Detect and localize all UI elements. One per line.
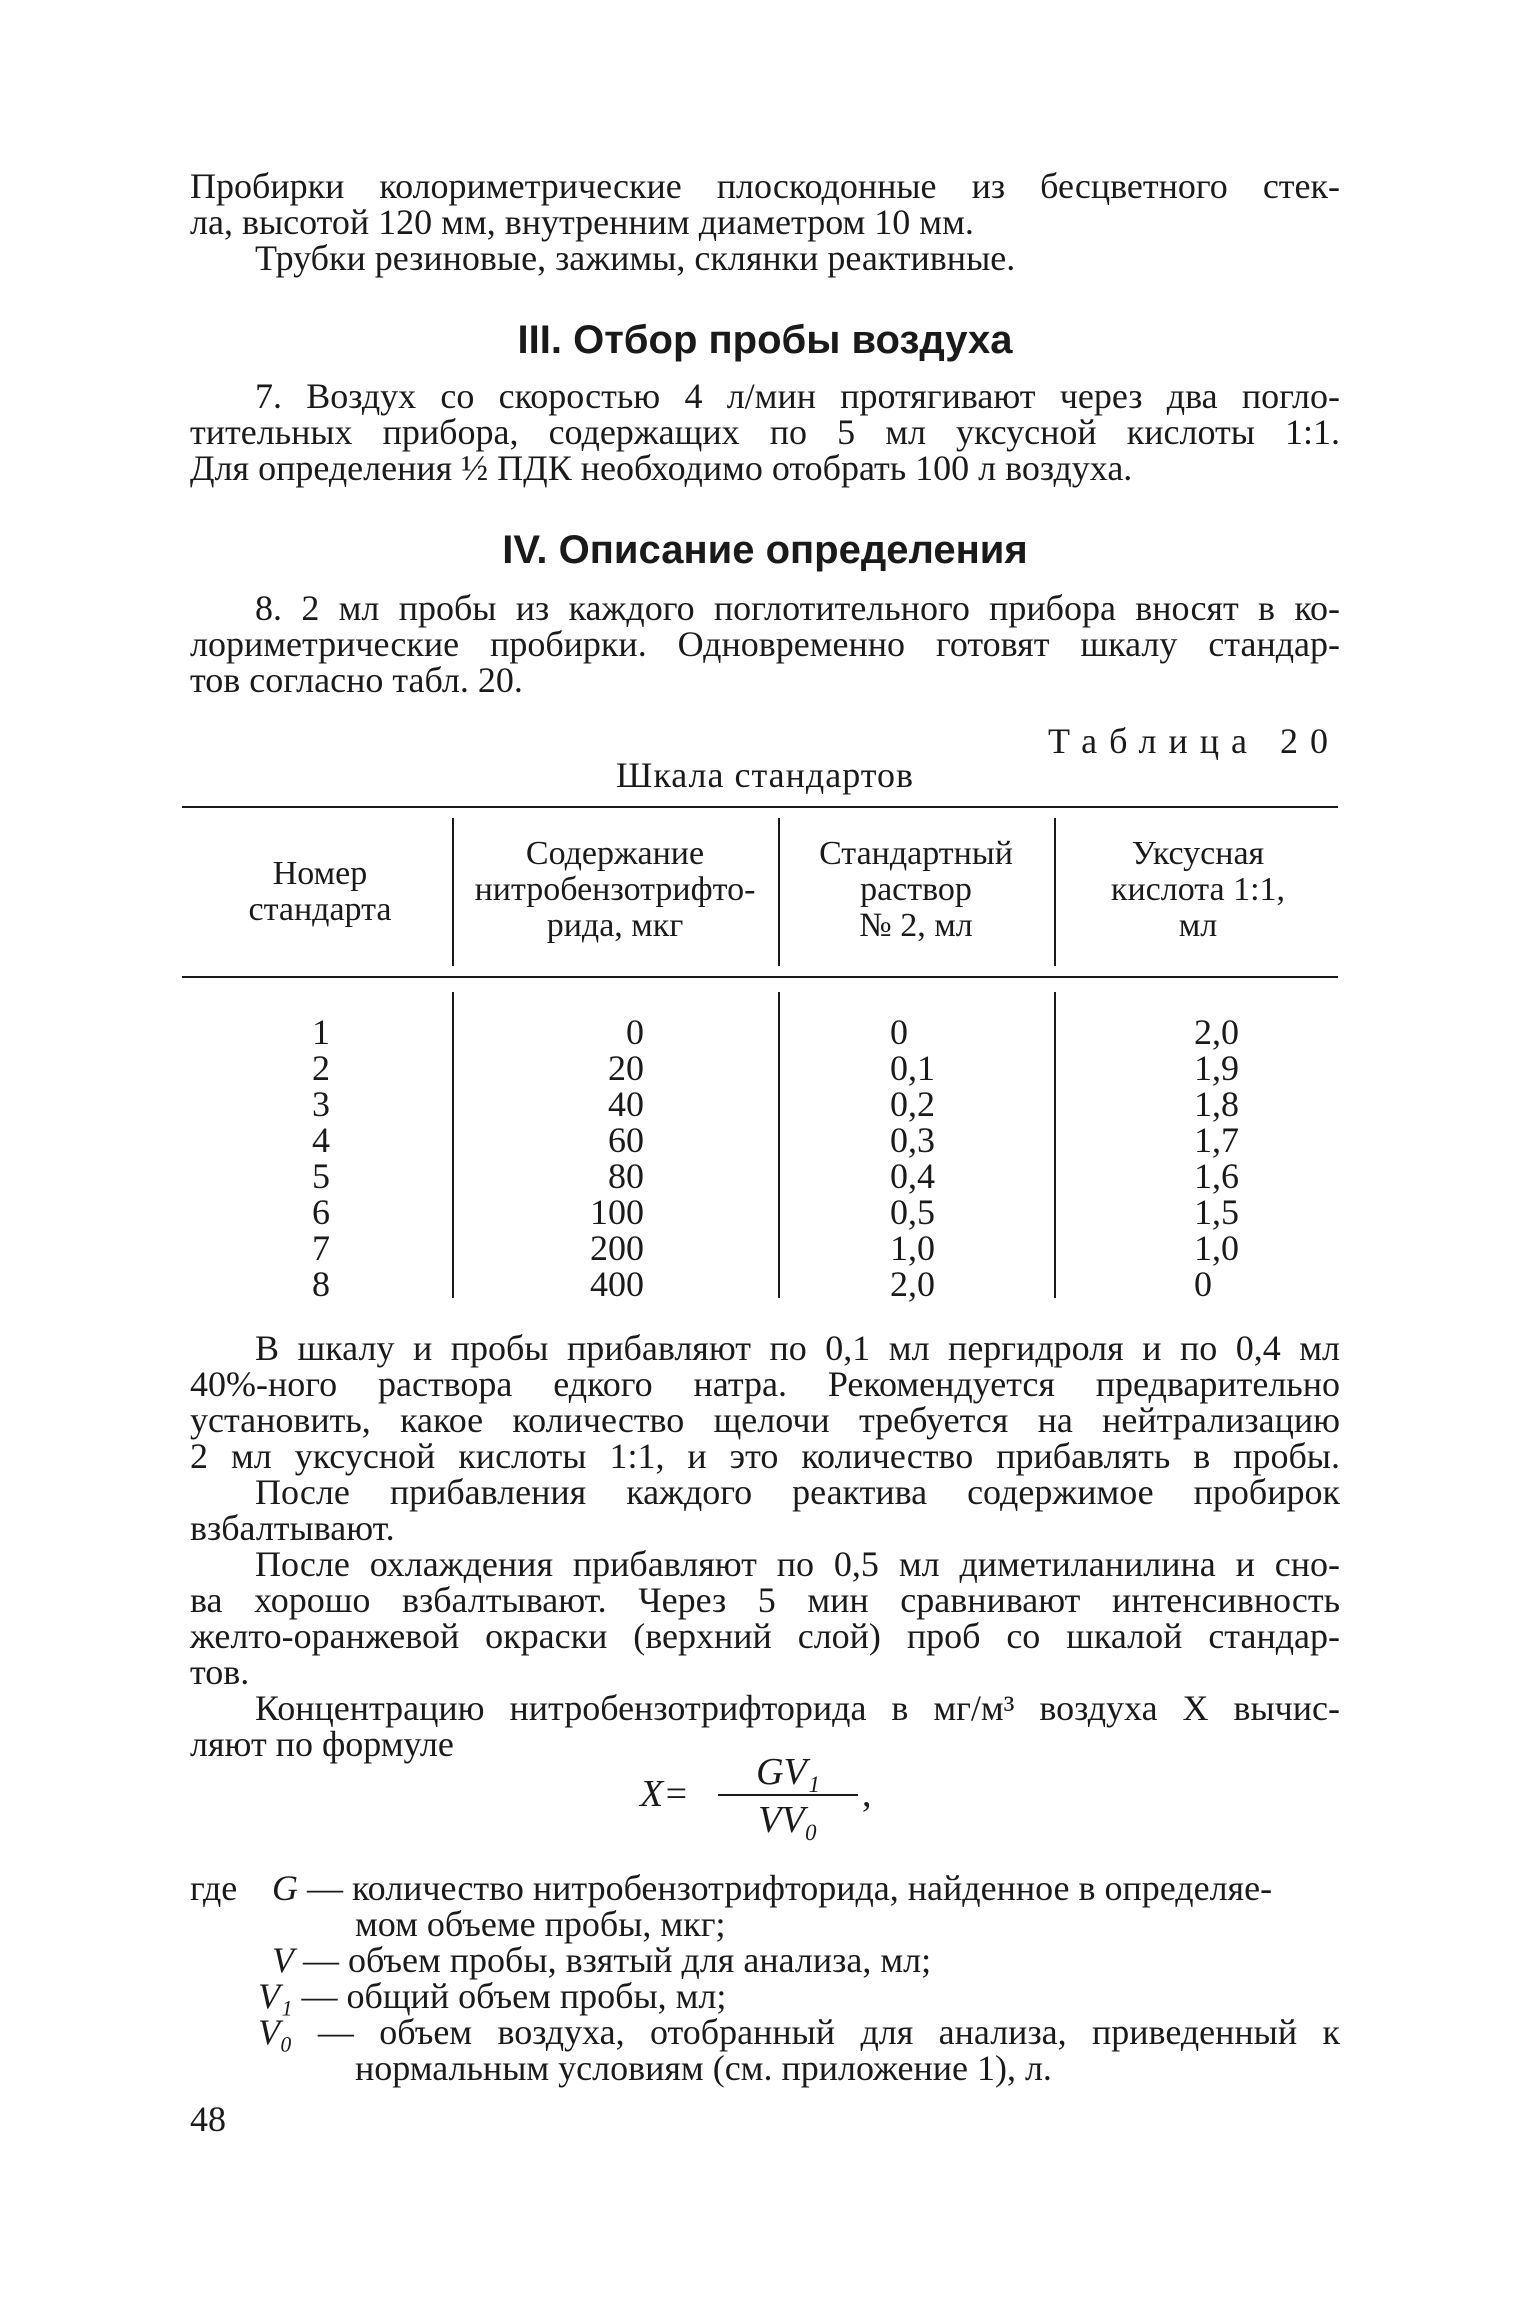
text-line: ва хорошо взбалтывают. Через 5 мин сравнивают интенсивность bbox=[190, 1580, 1340, 1620]
table-cell: 1,7 bbox=[1194, 1120, 1239, 1160]
table-cell: 2,0 bbox=[890, 1264, 935, 1304]
text-line: Концентрацию нитробензотрифторида в мг/м³ воздуха X вычис- bbox=[255, 1688, 1340, 1728]
legend-item-v0 bbox=[258, 2014, 1340, 2050]
table-cell: 0,1 bbox=[890, 1048, 935, 1088]
legend-item-g bbox=[272, 1870, 1340, 1906]
table-header-content bbox=[456, 836, 774, 944]
formula-lhs: X= bbox=[640, 1773, 689, 1815]
table-col-divider-2 bbox=[778, 818, 780, 966]
header-line: № 2, мл bbox=[859, 907, 973, 944]
legend-text: объем пробы, взятый для анализа, мл; bbox=[348, 1940, 932, 1980]
legend-symbol: G bbox=[272, 1868, 298, 1908]
formula bbox=[640, 1752, 900, 1842]
legend-text: количество нитробензотрифторида, найденное в определяе- bbox=[352, 1868, 1273, 1908]
text-line: Трубки резиновые, зажимы, склянки реактивные. bbox=[255, 238, 1016, 278]
legend-symbol: V₁ bbox=[258, 1976, 293, 2016]
table-cell: 0 bbox=[1194, 1264, 1212, 1304]
section-4-paragraph bbox=[190, 590, 1340, 698]
table-cell: 100 bbox=[590, 1192, 644, 1232]
formula-fraction bbox=[718, 1752, 858, 1840]
text-line: Для определения ½ ПДК необходимо отобрать 100 л воздуха. bbox=[190, 448, 1133, 488]
table-cell: 1,6 bbox=[1194, 1156, 1239, 1196]
table-cell: 1,0 bbox=[890, 1228, 935, 1268]
legend-item-g-cont: мом объеме пробы, мкг; bbox=[355, 1904, 726, 1944]
text-line: 8. 2 мл пробы из каждого поглотительного прибора вносят в ко- bbox=[255, 588, 1340, 628]
legend-dash: — bbox=[317, 2012, 354, 2052]
column-acid bbox=[1194, 1014, 1294, 1302]
table-col-divider-3 bbox=[1054, 818, 1056, 966]
fraction-bar bbox=[718, 1794, 858, 1796]
legend-dash: — bbox=[301, 1976, 338, 2016]
text-line: Пробирки колориметрические плоскодонные из бесцветного стек- bbox=[190, 166, 1340, 206]
text-line: После прибавления каждого реактива содержимое пробирок bbox=[255, 1472, 1340, 1512]
legend-item-v1 bbox=[258, 1978, 726, 2014]
legend-symbol: V bbox=[272, 1940, 294, 1980]
table-cell: 1,9 bbox=[1194, 1048, 1239, 1088]
formula-comma: , bbox=[862, 1773, 872, 1815]
column-number bbox=[290, 1014, 330, 1302]
text-line: ла, высотой 120 мм, внутренним диаметром 10 мм. bbox=[190, 202, 974, 242]
legend-text: общий объем пробы, мл; bbox=[346, 1976, 727, 2016]
legend-text: объем воздуха, отобранный для анализа, приведенный к bbox=[379, 2012, 1341, 2052]
table-cell: 80 bbox=[608, 1156, 644, 1196]
table-cell: 1 bbox=[312, 1012, 330, 1052]
text-line: После охлаждения прибавляют по 0,5 мл диметиланилина и сно- bbox=[255, 1544, 1340, 1584]
formula-denominator: VV₀ bbox=[758, 1799, 818, 1841]
text-line: тительных прибора, содержащих по 5 мл уксусной кислоты 1:1. bbox=[190, 412, 1340, 452]
text-line: лориметрические пробирки. Одновременно готовят шкалу стандар- bbox=[190, 624, 1340, 664]
intro-paragraph-2 bbox=[255, 240, 1340, 276]
text-line: В шкалу и пробы прибавляют по 0,1 мл пергидроля и по 0,4 мл bbox=[255, 1328, 1340, 1368]
body-paragraph-1 bbox=[190, 1330, 1340, 1474]
header-line: раствор bbox=[860, 871, 972, 908]
table-cell: 4 bbox=[312, 1120, 330, 1160]
body-paragraph-2 bbox=[190, 1474, 1340, 1546]
table-body-divider-2 bbox=[778, 992, 780, 1298]
header-line: стандарта bbox=[248, 891, 392, 928]
text-line: желто-оранжевой окраски (верхний слой) проб со шкалой стандар- bbox=[190, 1616, 1340, 1656]
page-number: 48 bbox=[190, 2099, 226, 2139]
table-cell: 0,4 bbox=[890, 1156, 935, 1196]
table-cell: 1,8 bbox=[1194, 1084, 1239, 1124]
section-heading-3: III. Отбор пробы воздуха bbox=[517, 318, 1013, 362]
legend-dash: — bbox=[303, 1940, 339, 1980]
table-header-number bbox=[200, 856, 440, 928]
table-cell: 1,5 bbox=[1194, 1192, 1239, 1232]
table-header-solution bbox=[782, 836, 1050, 944]
table-title: Шкала стандартов bbox=[616, 755, 914, 795]
table-body-divider-1 bbox=[452, 992, 454, 1298]
section-3-paragraph bbox=[190, 378, 1340, 486]
text-line: тов. bbox=[190, 1652, 250, 1692]
table-cell: 5 bbox=[312, 1156, 330, 1196]
body-paragraph-3 bbox=[190, 1546, 1340, 1690]
header-line: рида, мкг bbox=[546, 907, 684, 944]
table-cell: 1,0 bbox=[1194, 1228, 1239, 1268]
text-line: ляют по формуле bbox=[190, 1724, 454, 1764]
table-cell: 0,3 bbox=[890, 1120, 935, 1160]
column-content bbox=[560, 1014, 644, 1302]
text-line: взбалтывают. bbox=[190, 1508, 395, 1548]
table-col-divider-1 bbox=[452, 818, 454, 966]
table-cell: 0,2 bbox=[890, 1084, 935, 1124]
legend-item-v bbox=[272, 1942, 931, 1978]
table-cell: 0,5 bbox=[890, 1192, 935, 1232]
header-line: Содержание bbox=[525, 835, 705, 872]
table-header-rule bbox=[182, 976, 1338, 978]
text-line: 40%-ного раствора едкого натра. Рекомендуется предварительно bbox=[190, 1364, 1340, 1404]
header-line: кислота 1:1, bbox=[1110, 871, 1286, 908]
header-line: Стандартный bbox=[819, 835, 1013, 872]
header-line: мл bbox=[1178, 907, 1218, 944]
text-line: 7. Воздух со скоростью 4 л/мин протягивают через два погло- bbox=[255, 376, 1340, 416]
text-line: установить, какое количество щелочи требуется на нейтрализацию bbox=[190, 1400, 1340, 1440]
table-header-acid bbox=[1058, 836, 1338, 944]
table-body-divider-3 bbox=[1054, 992, 1056, 1298]
formula-numerator: GV₁ bbox=[756, 1751, 820, 1793]
table-cell: 2,0 bbox=[1194, 1012, 1239, 1052]
legend-where: где bbox=[190, 1868, 238, 1908]
table-cell: 7 bbox=[312, 1228, 330, 1268]
section-heading-4: IV. Описание определения bbox=[502, 528, 1028, 572]
header-line: Номер bbox=[272, 855, 368, 892]
table-cell: 60 bbox=[608, 1120, 644, 1160]
table-cell: 400 bbox=[590, 1264, 644, 1304]
table-cell: 40 bbox=[608, 1084, 644, 1124]
text-line: тов согласно табл. 20. bbox=[190, 660, 523, 700]
legend-symbol: V₀ bbox=[258, 2012, 293, 2052]
column-solution bbox=[890, 1014, 1010, 1302]
table-cell: 6 bbox=[312, 1192, 330, 1232]
table-cell: 20 bbox=[608, 1048, 644, 1088]
legend-item-v0-cont: нормальным условиям (см. приложение 1), л. bbox=[355, 2048, 1052, 2088]
table-cell: 8 bbox=[312, 1264, 330, 1304]
header-line: нитробензотрифто- bbox=[474, 871, 756, 908]
table-number: Таблица 20 bbox=[1048, 721, 1340, 761]
text-line: 2 мл уксусной кислоты 1:1, и это количество прибавлять в пробы. bbox=[190, 1436, 1340, 1476]
table-cell: 2 bbox=[312, 1048, 330, 1088]
table-top-rule bbox=[182, 806, 1338, 808]
table-cell: 200 bbox=[590, 1228, 644, 1268]
table-cell: 0 bbox=[890, 1012, 908, 1052]
legend-dash: — bbox=[307, 1868, 343, 1908]
header-line: Уксусная bbox=[1131, 835, 1265, 872]
intro-paragraph bbox=[190, 168, 1340, 240]
table-cell: 0 bbox=[626, 1012, 644, 1052]
table-cell: 3 bbox=[312, 1084, 330, 1124]
